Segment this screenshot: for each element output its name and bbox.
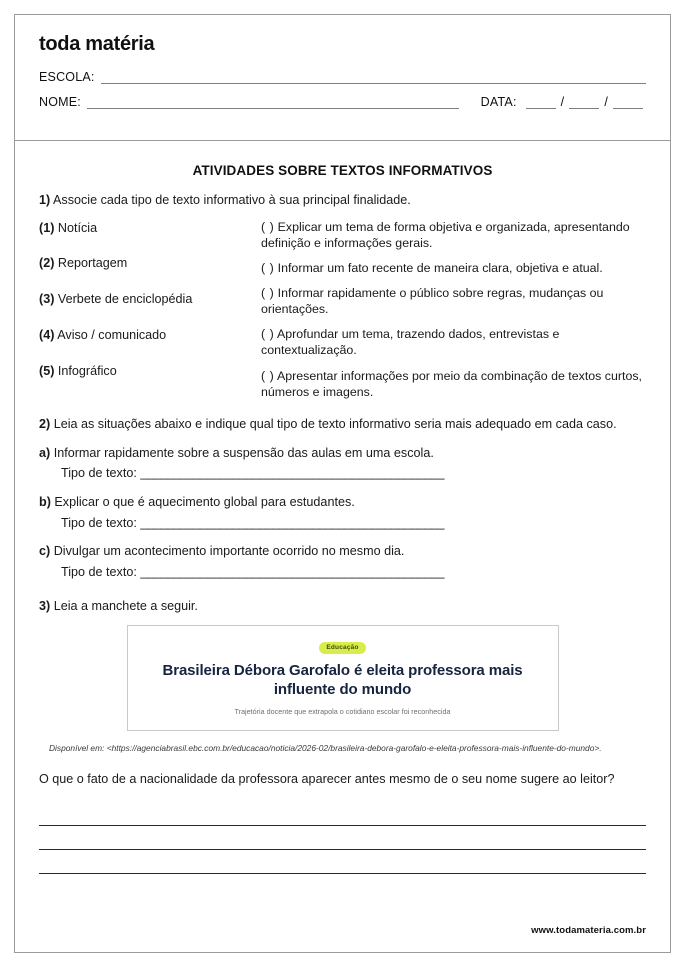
date-separator-2: / [604,95,608,109]
question-2a-answer-blank[interactable]: ______________________________________________ [140,466,445,481]
match-definition-5[interactable] [261,368,646,400]
name-date-field-row [39,95,646,109]
question-3-text: Leia a manchete a seguir. [53,599,198,614]
match-definition-4-text: Aprofundar um tema, trazendo dados, entrevistas e contextualização. [261,327,560,358]
question-2-number: 2) [39,416,51,431]
date-day-slot[interactable] [526,97,556,109]
match-definition-3[interactable] [261,285,646,317]
question-3-final-text: O que o fato de a nacionalidade da professora aparecer antes mesmo de o seu nome sugere ao leitor? [39,772,615,787]
answer-line-3[interactable] [39,850,646,874]
match-term-4-key: (4) [39,327,55,342]
answer-line-1[interactable] [39,802,646,826]
news-headline-title: Brasileira Débora Garofalo é eleita professora mais influente do mundo [162,661,523,698]
match-definition-1-text: Explicar um tema de forma objetiva e organizada, apresentando definição e informações gerais. [261,219,630,250]
match-definition-4[interactable] [261,326,646,358]
match-term-3-key: (3) [39,292,55,307]
footer-website: www.todamateria.com.br [531,925,646,936]
question-2a-text: Informar rapidamente sobre a suspensão das aulas em uma escola. [53,445,434,460]
question-1-number: 1) [39,193,51,207]
match-definition-2[interactable] [261,260,646,276]
question-2c-answer-label: Tipo de texto: [61,564,137,579]
question-2b-key: b) [39,494,51,509]
worksheet-header [15,15,670,141]
question-2a-key: a) [39,445,51,460]
question-2c-answer-blank[interactable]: ______________________________________________ [140,564,445,579]
question-2b-text: Explicar o que é aquecimento global para estudantes. [54,494,355,509]
match-term-5 [39,364,261,380]
matching-exercise [39,219,646,400]
match-term-1 [39,221,261,237]
page-title: ATIVIDADES SOBRE TEXTOS INFORMATIVOS [192,163,493,178]
answer-line-2[interactable] [39,826,646,850]
news-headline-card [127,625,559,731]
school-field-row [39,70,646,84]
match-term-1-key: (1) [39,220,55,235]
source-citation: Disponível em: <https://agenciabrasil.ebc.com.br/educacao/noticia/2026-02/brasileira-debora-garofalo-e-eleita-professora-mais-influente-do-mundo>. [49,743,602,754]
match-term-2-label: Reportagem [57,256,128,271]
match-definition-1[interactable] [261,219,646,251]
date-month-slot[interactable] [569,97,599,109]
match-definition-3-text: Informar rapidamente o público sobre regras, mudanças ou orientações. [261,286,604,317]
date-separator-1: / [560,95,565,109]
match-term-3 [39,292,261,308]
question-1-text: Associe cada tipo de texto informativo à sua principal finalidade. [53,193,411,207]
question-1-prompt [39,192,646,209]
worksheet-body [15,141,670,874]
school-label: ESCOLA: [39,70,95,84]
match-term-3-label: Verbete de enciclopédia [57,292,193,307]
match-definition-2-text: Informar um fato recente de maneira clara, objetiva e atual. [277,260,603,275]
date-label: DATA: [480,95,517,109]
match-term-4 [39,328,261,344]
match-term-1-label: Notícia [57,220,98,235]
match-term-5-label: Infográfico [57,363,117,378]
question-2-text: Leia as situações abaixo e indique qual tipo de texto informativo seria mais adequado em cada caso. [53,416,617,431]
match-answer-blank-5[interactable]: ( ) [261,368,275,383]
match-definition-5-text: Apresentar informações por meio da combinação de textos curtos, números e imagens. [261,368,642,399]
question-2c-answer[interactable] [61,564,646,580]
school-input-rule[interactable] [101,72,646,84]
worksheet-sheet [14,14,671,953]
date-field-group [459,95,646,109]
name-input-rule[interactable] [87,97,459,109]
question-2c-key: c) [39,544,51,559]
matching-right-column [261,219,646,400]
brand-logo: toda matéria [39,33,155,55]
match-term-2 [39,256,261,272]
match-answer-blank-3[interactable]: ( ) [261,286,275,301]
matching-left-column [39,219,261,380]
name-label: NOME: [39,95,81,109]
question-2b-answer-blank[interactable]: ______________________________________________ [140,515,445,530]
news-category-badge: Educação [319,642,365,654]
question-2b-answer-label: Tipo de texto: [61,515,137,530]
question-2-section [39,416,646,580]
question-2a [39,445,646,462]
question-2c [39,543,646,560]
question-2c-text: Divulgar um acontecimento importante ocorrido no mesmo dia. [53,544,405,559]
match-answer-blank-4[interactable]: ( ) [261,327,275,342]
question-2a-answer-label: Tipo de texto: [61,466,137,481]
match-answer-blank-2[interactable]: ( ) [261,260,275,275]
question-3-prompt [39,598,646,615]
news-headline-subtitle: Trajetória docente que extrapola o cotidiano escolar foi reconhecida [234,706,451,716]
question-3-number: 3) [39,599,51,614]
match-answer-blank-1[interactable]: ( ) [261,219,275,234]
question-2b-answer[interactable] [61,515,646,531]
question-2b [39,494,646,511]
question-2-prompt [39,416,646,433]
answer-lines-group [39,802,646,874]
question-3-section [39,598,646,874]
match-term-2-key: (2) [39,256,55,271]
match-term-4-label: Aviso / comunicado [57,327,167,342]
question-2a-answer[interactable] [61,465,646,481]
date-year-slot[interactable] [613,97,643,109]
match-term-5-key: (5) [39,363,55,378]
